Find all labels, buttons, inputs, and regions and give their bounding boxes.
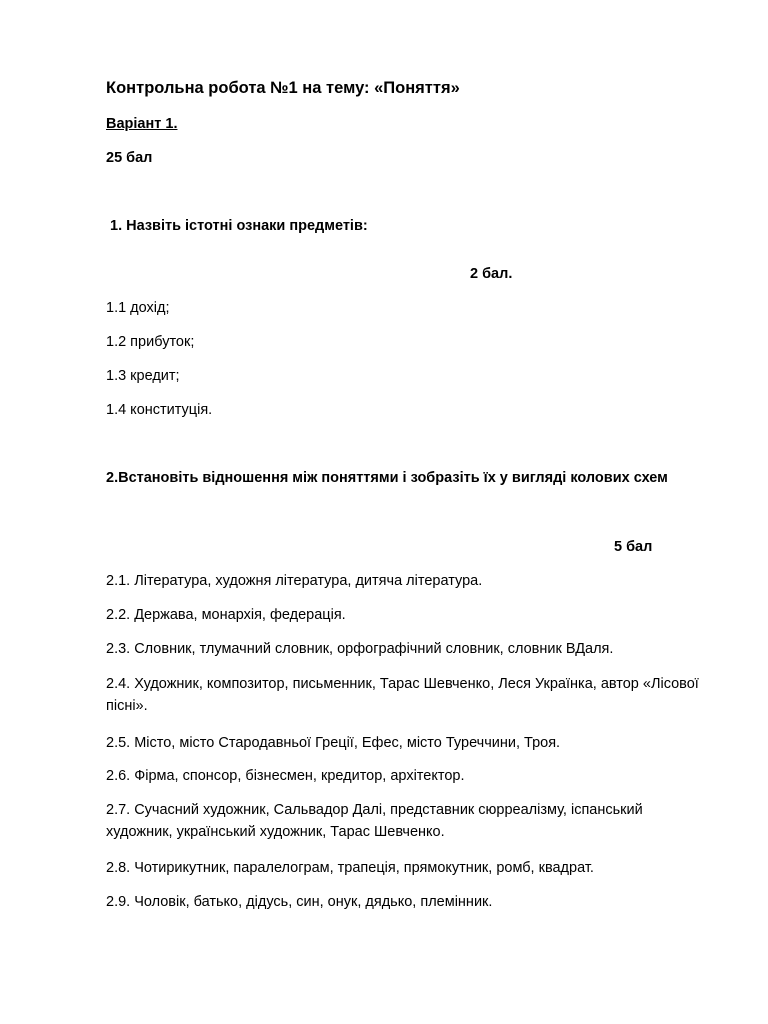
task2-item: 2.6. Фірма, спонсор, бізнесмен, кредитор, архітектор.: [106, 768, 465, 784]
task2-points: 5 бал: [614, 539, 653, 555]
task1-item: 1.4 конституція.: [106, 402, 213, 418]
task1-item: 1.3 кредит;: [106, 368, 180, 384]
total-points: 25 бал: [106, 150, 153, 166]
task2-item: 2.7. Сучасний художник, Сальвадор Далі, представник сюрреалізму, іспанський художник, український художник, Тарас Шевченко.: [106, 802, 643, 840]
task2-item: 2.9. Чоловік, батько, дідусь, син, онук, дядько, племінник.: [106, 894, 493, 910]
task2-item: 2.1. Література, художня література, дитяча література.: [106, 573, 483, 589]
task1-item: 1.1 дохід;: [106, 300, 170, 316]
task2-item: 2.8. Чотирикутник, паралелограм, трапеція, прямокутник, ромб, квадрат.: [106, 860, 594, 876]
document-title: Контрольна робота №1 на тему: «Поняття»: [106, 79, 460, 97]
task2-item: 2.3. Словник, тлумачний словник, орфографічний словник, словник ВДаля.: [106, 641, 614, 657]
task1-points: 2 бал.: [470, 266, 513, 282]
task2-item: 2.2. Держава, монархія, федерація.: [106, 607, 346, 623]
task2-heading: 2.Встановіть відношення між поняттями і зобразіть їх у вигляді колових схем: [106, 470, 668, 486]
task2-item: 2.4. Художник, композитор, письменник, Тарас Шевченко, Леся Українка, автор «Лісової пісні».: [106, 676, 699, 714]
task1-item: 1.2 прибуток;: [106, 334, 195, 350]
task1-heading: 1. Назвіть істотні ознаки предметів:: [110, 218, 368, 234]
task2-item: 2.5. Місто, місто Стародавньої Греції, Ефес, місто Туреччини, Троя.: [106, 735, 561, 751]
variant-label: Варіант 1.: [106, 116, 178, 132]
